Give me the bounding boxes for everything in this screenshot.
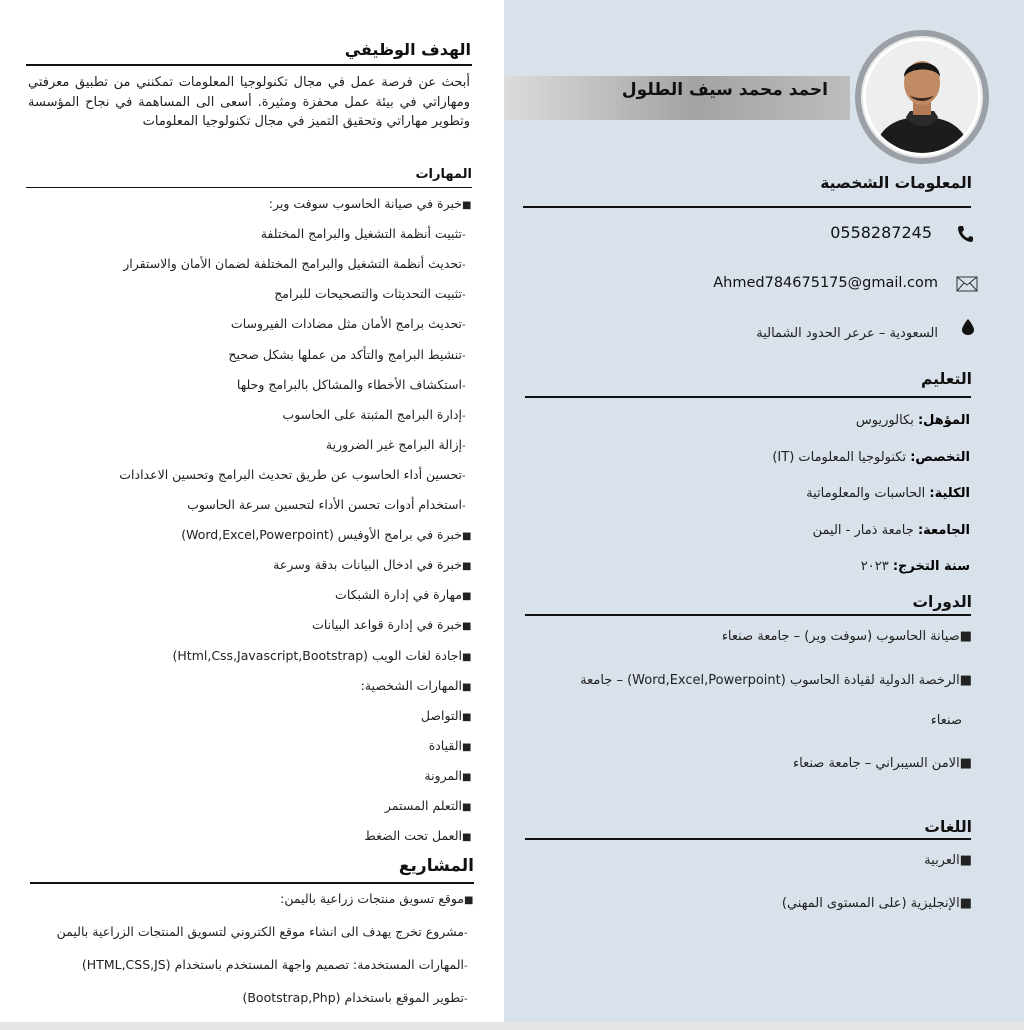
- bullet-marker: ■: [462, 651, 472, 663]
- bullet-marker: ■: [462, 200, 472, 211]
- bullet-marker: -: [462, 320, 466, 332]
- project-item-text: تطوير الموقع باستخدام (Bootstrap,Php): [242, 990, 464, 1005]
- education-title: التعليم: [920, 370, 972, 388]
- email-address: Ahmed784675175@gmail.com: [713, 275, 938, 291]
- skill-item: [187, 497, 476, 512]
- education-value: جامعة ذمار - اليمن: [812, 522, 918, 538]
- location-text: السعودية – عرعر الحدود الشمالية: [756, 326, 938, 341]
- languages-rule: [525, 838, 971, 840]
- skill-item-text: استخدام أدوات تحسن الأداء لتحسين سرعة الحاسوب: [187, 497, 462, 512]
- skill-item-text: خبرة في ادخال البيانات بدقة وسرعة: [273, 557, 462, 573]
- skill-item-text: استكشاف الأخطاء والمشاكل بالبرامج وحلها: [236, 376, 462, 392]
- skill-item-text: خبرة في صيانة الحاسوب سوفت وير:: [268, 196, 462, 211]
- skill-item: [282, 407, 476, 422]
- personal-info-rule: [523, 206, 971, 208]
- education-value: الحاسبات والمعلوماتية: [806, 486, 930, 501]
- bullet-marker: -: [462, 230, 466, 242]
- skill-item: [231, 316, 476, 331]
- projects-rule: [30, 882, 474, 884]
- objective-title: الهدف الوظيفي: [344, 40, 471, 59]
- bullet-marker: ■: [462, 832, 472, 844]
- skill-item-text: تثبيت أنظمة التشغيل والبرامج المختلفة: [260, 226, 462, 242]
- project-item-text: موقع تسويق منتجات زراعية باليمن:: [280, 891, 464, 906]
- skill-item-text: إزالة البرامج غير الضرورية: [325, 436, 462, 452]
- skill-item-text: المهارات الشخصية:: [360, 677, 462, 693]
- bullet-marker: ■: [462, 711, 472, 723]
- project-item: [82, 957, 478, 972]
- course-item-text: الامن السيبراني – جامعة صنعاء: [793, 756, 960, 771]
- skill-item-text: تنشيط البرامج والتأكد من عملها بشكل صحيح: [228, 346, 462, 362]
- education-value: ٢٠٢٣: [860, 559, 893, 574]
- project-item-text: مشروع تخرج يهدف الى انشاء موقع الكتروني لتسويق المنتجات الزراعية باليمن: [56, 924, 464, 939]
- skill-item: [429, 738, 476, 753]
- skill-item-text: تحديث أنظمة التشغيل والبرامج المختلفة لضمان الأمان والاستقرار: [123, 256, 462, 272]
- education-label: سنة التخرج:: [892, 559, 970, 574]
- skills-title: المهارات: [415, 167, 472, 182]
- education-value: بكالوريوس: [855, 413, 918, 428]
- skill-item: [269, 196, 476, 211]
- skill-item: [119, 467, 476, 482]
- education-rule: [525, 396, 971, 398]
- education-row: [861, 559, 970, 574]
- email-icon: [956, 276, 978, 292]
- skill-item-text: اجادة لغات الويب (Html,Css,Javascript,Bootstrap): [172, 647, 462, 663]
- skill-item-text: خبرة في إدارة قواعد البيانات: [312, 617, 462, 633]
- education-row: [856, 413, 970, 428]
- skill-item-text: مهارة في إدارة الشبكات: [335, 587, 462, 603]
- skill-item-text: المرونة: [424, 767, 462, 783]
- skill-item: [312, 617, 476, 632]
- bullet-marker: -: [462, 470, 466, 482]
- bullet-marker: ■: [464, 895, 474, 906]
- skill-item: [421, 708, 476, 723]
- skill-item-text: التواصل: [420, 707, 462, 723]
- skill-item-text: خبرة في برامج الأوفيس (Word,Excel,Powerpoint): [181, 527, 462, 543]
- bullet-marker: ■: [462, 741, 472, 753]
- bullet-marker: -: [462, 260, 466, 272]
- phone-number: 0558287245: [830, 223, 932, 242]
- education-row: [813, 523, 970, 538]
- skill-item: [261, 226, 476, 241]
- skill-item: [326, 437, 476, 452]
- skill-item-text: القيادة: [428, 737, 462, 753]
- objective-rule: [26, 64, 472, 66]
- skill-item: [424, 768, 476, 783]
- skill-item: [274, 286, 476, 301]
- bullet-marker: ■: [959, 629, 972, 644]
- language-item: [782, 896, 972, 911]
- bullet-marker: -: [464, 994, 468, 1005]
- bullet-marker: -: [462, 290, 466, 302]
- personal-info-title: المعلومات الشخصية: [820, 174, 972, 192]
- location-pin-icon: [961, 318, 975, 336]
- courses-title: الدورات: [912, 593, 972, 611]
- project-item: [57, 924, 478, 939]
- bullet-marker: -: [462, 350, 466, 362]
- bullet-marker: -: [462, 380, 466, 392]
- bullet-marker: ■: [462, 802, 472, 813]
- bullet-marker: ■: [959, 673, 972, 688]
- course-item: [793, 756, 972, 771]
- skill-item: [361, 678, 476, 693]
- course-item-continuation: صنعاء: [930, 713, 962, 728]
- language-item: [924, 853, 972, 868]
- bullet-marker: -: [464, 961, 468, 972]
- bullet-marker: -: [462, 501, 466, 512]
- objective-text: أبحث عن فرصة عمل في مجال تكنولوجيا المعلومات تمكنني من تطبيق معرفتي ومهاراتي في بيئة عمل محفزة ومثيرة. أسعى الى المساهمة في نجاح المؤسسة وتطوير مهاراتي وتحقيق التميز في مجال تكنولوجيا المعلومات: [28, 75, 470, 129]
- skill-item: [273, 557, 476, 572]
- projects-title: المشاريع: [398, 856, 474, 876]
- bullet-marker: -: [462, 410, 466, 422]
- skill-item-text: تثبيت التحديثات والتصحيحات للبرامج: [274, 286, 462, 302]
- bullet-marker: ■: [959, 896, 972, 911]
- skill-item: [181, 527, 476, 542]
- bullet-marker: ■: [462, 531, 472, 543]
- education-label: الجامعة:: [917, 522, 970, 538]
- bottom-strip: [0, 1022, 1024, 1030]
- education-value: تكنولوجيا المعلومات (IT): [772, 449, 911, 465]
- skill-item-text: تحسين أداء الحاسوب عن طريق تحديث البرامج وتحسين الاعدادات: [119, 466, 462, 482]
- education-label: المؤهل:: [917, 413, 970, 428]
- course-item: [722, 629, 972, 644]
- project-item: [280, 891, 478, 906]
- education-row: [772, 450, 970, 465]
- skill-item: [385, 798, 476, 813]
- skill-item: [228, 347, 476, 362]
- person-name: احمد محمد سيف الطلول: [621, 80, 828, 100]
- skill-item: [335, 587, 476, 602]
- skill-item: [173, 648, 477, 663]
- language-item-text: العربية: [924, 853, 960, 868]
- education-label: التخصص:: [910, 449, 970, 465]
- bullet-marker: ■: [462, 561, 472, 573]
- bullet-marker: -: [462, 440, 466, 452]
- bullet-marker: ■: [959, 756, 972, 771]
- skill-item: [237, 377, 476, 392]
- skill-item-text: تحديث برامج الأمان مثل مضادات الفيروسات: [230, 316, 462, 332]
- education-label: الكلية:: [929, 486, 970, 501]
- languages-title: اللغات: [924, 818, 972, 836]
- bullet-marker: -: [464, 928, 468, 939]
- course-item-text: الرخصة الدولية لقيادة الحاسوب (Word,Excel,Powerpoint) – جامعة: [580, 673, 960, 688]
- bullet-marker: ■: [462, 771, 472, 783]
- bullet-marker: ■: [959, 853, 972, 868]
- education-row: [806, 486, 970, 501]
- skill-item-text: إدارة البرامج المثبتة على الحاسوب: [282, 406, 462, 422]
- course-item: [580, 673, 972, 688]
- skill-item: [123, 256, 476, 271]
- courses-rule: [525, 614, 971, 616]
- bullet-marker: ■: [462, 681, 472, 693]
- project-item: [242, 990, 478, 1005]
- bullet-marker: ■: [462, 591, 472, 603]
- phone-icon: [956, 224, 974, 244]
- skill-item-text: التعلم المستمر: [384, 798, 462, 813]
- skill-item: [364, 828, 476, 843]
- skill-item-text: العمل تحت الضغط: [364, 828, 462, 844]
- language-item-text: الإنجليزية (على المستوى المهني): [781, 896, 960, 911]
- skills-rule: [26, 187, 472, 188]
- project-item-text: المهارات المستخدمة: تصميم واجهة المستخدم باستخدام (HTML,CSS,JS): [81, 957, 464, 972]
- profile-photo: [866, 41, 978, 153]
- bullet-marker: ■: [462, 621, 472, 633]
- course-item-text: صيانة الحاسوب (سوفت وير) – جامعة صنعاء: [721, 629, 960, 644]
